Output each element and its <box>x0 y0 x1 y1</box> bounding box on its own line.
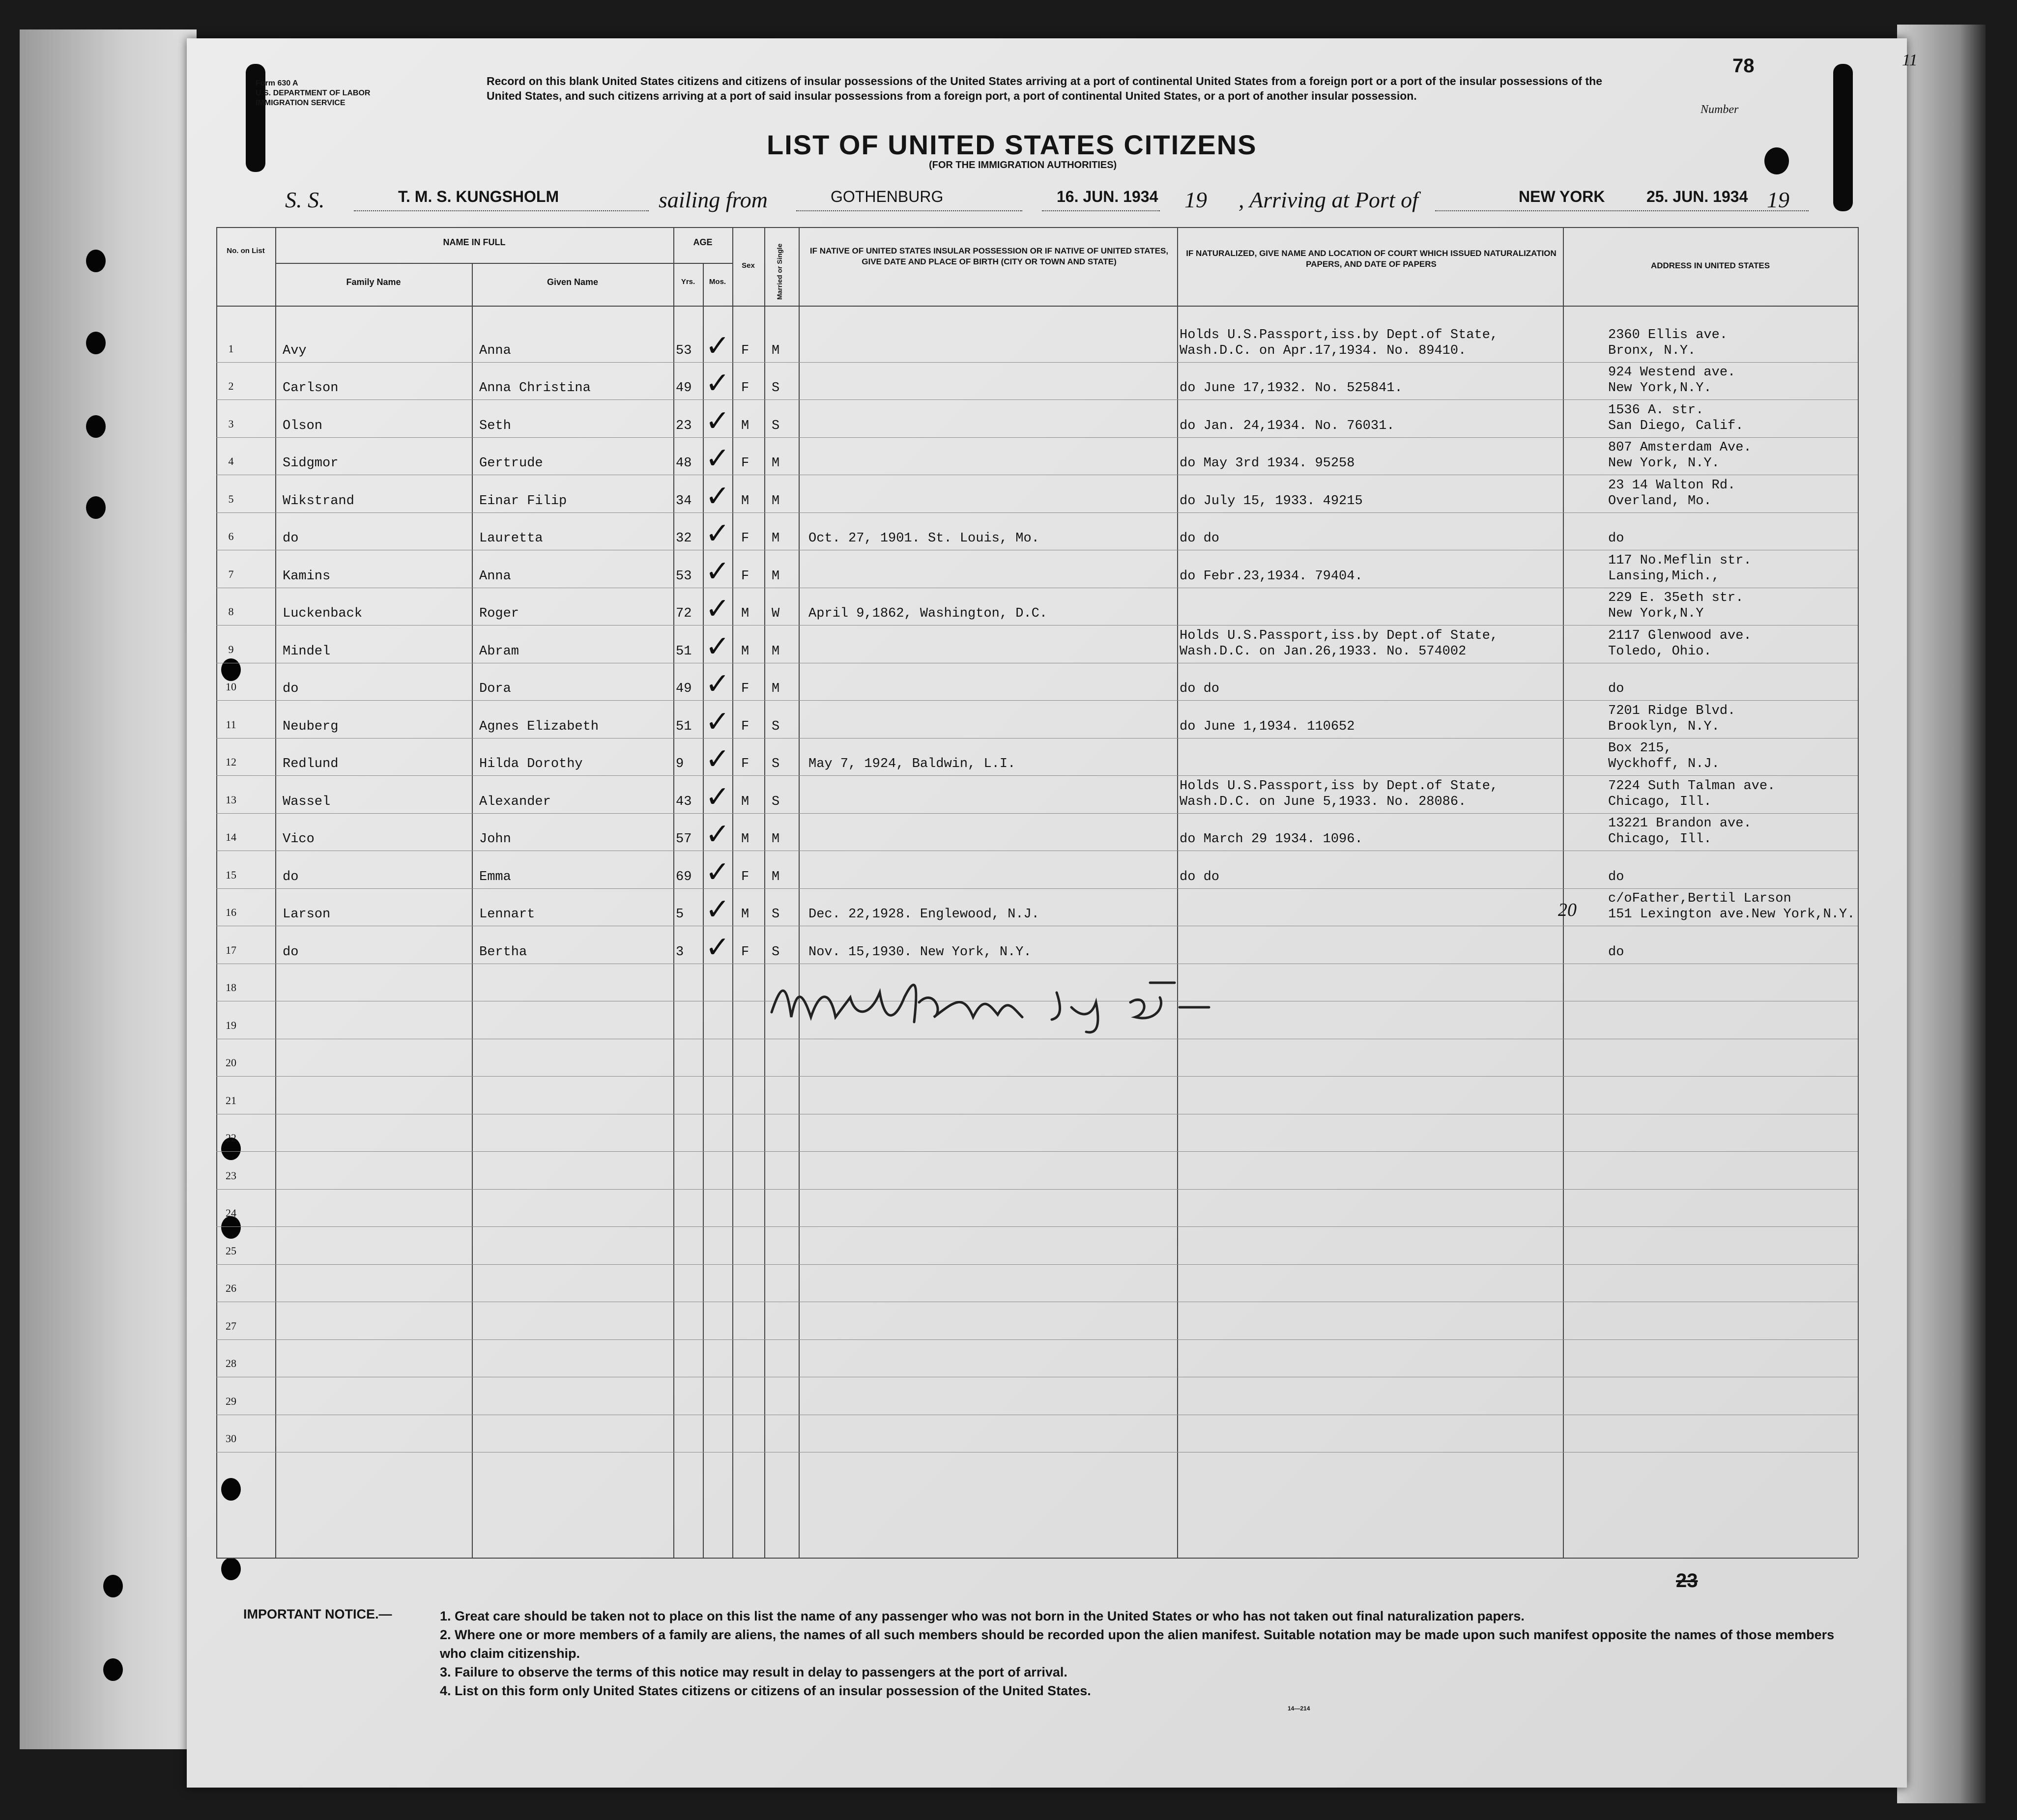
date-rule <box>1042 210 1160 211</box>
address-cell: New York, N.Y. <box>1608 456 1720 471</box>
family-name-cell: Wikstrand <box>283 493 354 509</box>
birth-cell: May 7, 1924, Baldwin, L.I. <box>808 757 1016 771</box>
sex-cell: M <box>741 418 749 433</box>
address-cell: Bronx, N.Y. <box>1608 343 1696 358</box>
address-cell: Wyckhoff, N.J. <box>1608 757 1720 771</box>
family-name-cell: Olson <box>283 418 323 433</box>
given-name-cell: Abram <box>479 644 519 659</box>
sailing-label: sailing from <box>659 187 768 212</box>
departure-rule <box>796 210 1022 211</box>
col-rule <box>275 227 276 1558</box>
form-label-line: Form 630 A <box>256 79 298 87</box>
header-given-name: Given Name <box>547 277 599 287</box>
address-cell: 7201 Ridge Blvd. <box>1608 703 1736 718</box>
family-name-cell: Vico <box>283 832 315 847</box>
naturalization-cell: Wash.D.C. on June 5,1933. No. 28086. <box>1180 794 1467 809</box>
family-name-cell: Larson <box>283 907 331 922</box>
family-name-cell: Redlund <box>283 757 339 771</box>
sex-cell: F <box>741 343 749 358</box>
address-cell: 2360 Ellis ave. <box>1608 327 1728 342</box>
row-rule <box>216 813 1858 814</box>
given-name-cell: Dora <box>479 682 511 696</box>
top-instruction: Record on this blank United States citizens and citizens of insular possessions of the United States arriving at a port of continental United States from a foreign port or a port of the insular possessions of the United States, and such citizens arriving at a port of said insular possessions from a foreign port, a port of continental United States, or a port of another insular possession. <box>487 75 1602 102</box>
naturalization-cell: do May 3rd 1934. 95258 <box>1180 456 1355 471</box>
check-mark: ✓ <box>705 328 730 363</box>
arriving-label: , Arriving at Port of <box>1239 187 1418 212</box>
notice-item: 1. Great care should be taken not to place on this list the name of any passenger who was not born in the United States or who has not taken out final naturalization papers. <box>440 1609 1525 1623</box>
row-rule <box>216 1076 1858 1077</box>
check-mark: ✓ <box>705 892 730 927</box>
row-number: 13 <box>226 793 236 806</box>
family-name-cell: do <box>283 944 299 960</box>
row-number: 15 <box>226 868 236 881</box>
birth-cell: Dec. 22,1928. Englewood, N.J. <box>808 907 1039 922</box>
address-cell: c/oFather,Bertil Larson <box>1608 891 1791 906</box>
naturalization-cell: do Febr.23,1934. 79404. <box>1180 569 1363 584</box>
address-cell: 229 E. 35eth str. <box>1608 591 1744 605</box>
age-cell: 53 <box>676 343 692 358</box>
sex-cell: M <box>741 832 749 847</box>
row-number: 16 <box>226 906 236 918</box>
row-number: 9 <box>228 643 234 655</box>
check-mark: ✓ <box>705 516 730 551</box>
punch-hole <box>86 496 106 519</box>
sex-cell: F <box>741 381 749 396</box>
row-number: 1 <box>228 342 234 355</box>
table-header-rule <box>216 306 1858 307</box>
family-name-cell: Neuberg <box>283 719 339 734</box>
table-bottom-rule <box>216 1558 1858 1559</box>
row-number: 29 <box>226 1394 236 1407</box>
row-rule <box>216 700 1858 701</box>
address-cell: Box 215, <box>1608 741 1672 756</box>
given-name-cell: Lennart <box>479 907 535 922</box>
age-cell: 3 <box>676 944 684 960</box>
check-mark: ✓ <box>705 817 730 852</box>
row-number: 11 <box>226 718 236 731</box>
given-name-cell: John <box>479 832 511 847</box>
naturalization-cell: do do <box>1180 869 1220 884</box>
marital-status-cell: S <box>772 944 780 960</box>
row-number: 5 <box>228 492 234 505</box>
age-cell: 5 <box>676 907 684 922</box>
year-label: 19 <box>1767 187 1789 212</box>
ink-blot <box>1764 147 1789 174</box>
header-mos: Mos. <box>709 278 726 286</box>
row-number: 26 <box>226 1282 236 1294</box>
naturalization-cell: Holds U.S.Passport,iss.by Dept.of State, <box>1180 327 1498 342</box>
address-cell: 7224 Suth Talman ave. <box>1608 778 1776 794</box>
sex-cell: F <box>741 719 749 734</box>
address-cell: New York,N.Y <box>1608 606 1704 621</box>
family-name-cell: do <box>283 682 299 696</box>
naturalization-cell: do June 1,1934. 110652 <box>1180 719 1355 734</box>
row-number: 24 <box>226 1207 236 1219</box>
given-name-cell: Anna <box>479 343 511 358</box>
header-yrs: Yrs. <box>681 278 695 286</box>
header-birth: IF NATIVE OF UNITED STATES INSULAR POSSESSION OR IF NATIVE OF UNITED STATES, GIVE DATE AND PLACE OF BIRTH (CITY OR TOWN AND STATE) <box>809 246 1169 266</box>
row-number: 7 <box>228 568 234 580</box>
notice-item: 2. Where one or more members of a family are aliens, the names of all such members should be recorded upon the alien manifest. Suitable notation may be made upon such manifest opposite the names of those members who claim citizenship. <box>440 1627 1835 1661</box>
ss-label: S. S. <box>285 187 325 212</box>
address-cell: 117 No.Meflin str. <box>1608 553 1752 568</box>
marital-status-cell: S <box>772 418 780 433</box>
binder-mark <box>1833 64 1853 211</box>
birth-cell: Nov. 15,1930. New York, N.Y. <box>808 944 1032 960</box>
name-header-rule <box>275 263 673 264</box>
family-name-cell: Luckenback <box>283 606 363 621</box>
notice-item: 4. List on this form only United States citizens or citizens of an insular possession of the United States. <box>440 1683 1091 1698</box>
col-rule <box>1563 227 1564 1558</box>
given-name-cell: Anna Christina <box>479 381 591 396</box>
row-number: 4 <box>228 455 234 467</box>
check-mark: ✓ <box>705 930 730 965</box>
row-rule <box>216 1264 1858 1265</box>
age-cell: 34 <box>676 493 692 509</box>
address-cell: 924 Westend ave. <box>1608 365 1736 380</box>
marital-status-cell: M <box>772 832 780 847</box>
address-cell: 23 14 Walton Rd. <box>1608 478 1736 493</box>
age-cell: 32 <box>676 531 692 546</box>
departure-date: 16. JUN. 1934 <box>1057 188 1158 205</box>
address-cell: San Diego, Calif. <box>1608 418 1744 433</box>
row-rule <box>216 738 1858 739</box>
check-mark: ✓ <box>705 742 730 776</box>
given-name-cell: Hilda Dorothy <box>479 757 583 771</box>
check-mark: ✓ <box>705 592 730 626</box>
sex-cell: F <box>741 531 749 546</box>
marital-status-cell: M <box>772 644 780 659</box>
age-cell: 49 <box>676 381 692 396</box>
naturalization-cell: do March 29 1934. 1096. <box>1180 832 1363 847</box>
naturalization-cell: do do <box>1180 682 1220 696</box>
table-top-rule <box>216 227 1858 228</box>
header-naturalized: IF NATURALIZED, GIVE NAME AND LOCATION OF COURT WHICH ISSUED NATURALIZATION PAPERS, AND DATE OF PAPERS <box>1186 249 1556 269</box>
address-cell: do <box>1608 869 1624 884</box>
row-number: 3 <box>228 417 234 430</box>
family-name-cell: Kamins <box>283 569 331 584</box>
page-number: 78 <box>1732 55 1755 77</box>
row-number: 21 <box>226 1094 236 1107</box>
sex-cell: M <box>741 907 749 922</box>
col-rule <box>472 263 473 1558</box>
number-label: Number <box>1700 103 1739 116</box>
margin-note: 20 <box>1558 900 1577 920</box>
naturalization-cell: Wash.D.C. on Jan.26,1933. No. 574002 <box>1180 644 1467 659</box>
row-number: 19 <box>226 1019 236 1031</box>
given-name-cell: Alexander <box>479 794 551 809</box>
sex-cell: M <box>741 606 749 621</box>
marital-status-cell: M <box>772 456 780 471</box>
col-rule <box>799 227 800 1558</box>
header-name-in-full: NAME IN FULL <box>443 237 506 247</box>
address-cell: 1536 A. str. <box>1608 402 1704 418</box>
check-mark: ✓ <box>705 854 730 889</box>
marital-status-cell: M <box>772 869 780 884</box>
row-rule <box>216 775 1858 776</box>
notice-item: 3. Failure to observe the terms of this notice may result in delay to passengers at the port of arrival. <box>440 1665 1067 1679</box>
age-cell: 48 <box>676 456 692 471</box>
row-rule <box>216 1151 1858 1152</box>
row-number: 17 <box>226 943 236 956</box>
marital-status-cell: S <box>772 794 780 809</box>
col-rule <box>764 227 765 1558</box>
row-number: 22 <box>226 1132 236 1144</box>
address-cell: 2117 Glenwood ave. <box>1608 628 1752 643</box>
marital-status-cell: S <box>772 757 780 771</box>
row-rule <box>216 888 1858 889</box>
sex-cell: M <box>741 493 749 509</box>
given-name-cell: Gertrude <box>479 456 543 471</box>
row-number: 27 <box>226 1319 236 1332</box>
handwritten-signature <box>757 973 1258 1037</box>
marital-status-cell: S <box>772 381 780 396</box>
check-mark: ✓ <box>705 441 730 476</box>
age-cell: 49 <box>676 682 692 696</box>
address-cell: 807 Amsterdam Ave. <box>1608 440 1752 455</box>
naturalization-cell: Wash.D.C. on Apr.17,1934. No. 89410. <box>1180 343 1467 358</box>
sex-cell: F <box>741 682 749 696</box>
given-name-cell: Lauretta <box>479 531 543 546</box>
row-number: 10 <box>226 681 236 693</box>
family-name-cell: Avy <box>283 343 307 358</box>
sex-cell: F <box>741 569 749 584</box>
punch-hole <box>103 1575 123 1597</box>
row-number: 20 <box>226 1056 236 1069</box>
address-cell: Chicago, Ill. <box>1608 794 1712 809</box>
row-number: 12 <box>226 756 236 768</box>
age-cell: 43 <box>676 794 692 809</box>
given-name-cell: Einar Filip <box>479 493 567 509</box>
naturalization-cell: do Jan. 24,1934. No. 76031. <box>1180 418 1395 433</box>
sex-cell: M <box>741 644 749 659</box>
arrival-date: 25. JUN. 1934 <box>1646 188 1748 205</box>
age-cell: 72 <box>676 606 692 621</box>
document-subtitle: (FOR THE IMMIGRATION AUTHORITIES) <box>929 160 1117 171</box>
address-cell: Overland, Mo. <box>1608 493 1712 509</box>
age-cell: 57 <box>676 832 692 847</box>
sex-cell: F <box>741 757 749 771</box>
form-label-line: IMMIGRATION SERVICE <box>256 99 346 107</box>
check-mark: ✓ <box>705 629 730 664</box>
ship-name: T. M. S. KUNGSHOLM <box>398 188 559 205</box>
row-rule <box>216 625 1858 626</box>
footer-code: 14—214 <box>1288 1705 1310 1712</box>
birth-cell: April 9,1862, Washington, D.C. <box>808 606 1048 621</box>
header-family-name: Family Name <box>346 277 401 287</box>
arrival-port: NEW YORK <box>1519 188 1605 205</box>
document-title: LIST OF UNITED STATES CITIZENS <box>767 129 1257 160</box>
notice-heading: IMPORTANT NOTICE.— <box>243 1607 392 1621</box>
paper-right-edge <box>1897 25 1986 1803</box>
punch-hole <box>103 1658 123 1681</box>
marital-status-cell: M <box>772 569 780 584</box>
naturalization-cell: do do <box>1180 531 1220 546</box>
row-rule <box>216 512 1858 513</box>
address-cell: Chicago, Ill. <box>1608 832 1712 847</box>
punch-hole <box>221 1478 241 1501</box>
naturalization-cell: Holds U.S.Passport,iss.by Dept.of State, <box>1180 628 1498 643</box>
check-mark: ✓ <box>705 554 730 589</box>
sex-cell: F <box>741 869 749 884</box>
address-cell: 151 Lexington ave.New York,N.Y. <box>1608 907 1855 922</box>
year-label: 19 <box>1184 187 1207 212</box>
address-cell: Lansing,Mich., <box>1608 569 1720 584</box>
age-cell: 9 <box>676 757 684 771</box>
marital-status-cell: S <box>772 907 780 922</box>
row-number: 30 <box>226 1432 236 1445</box>
sex-cell: M <box>741 794 749 809</box>
col-rule <box>1858 227 1859 1558</box>
address-cell: do <box>1608 531 1624 546</box>
row-rule <box>216 1226 1858 1227</box>
row-rule <box>216 1189 1858 1190</box>
address-cell: 13221 Brandon ave. <box>1608 816 1752 831</box>
row-number: 8 <box>228 605 234 618</box>
row-rule <box>216 362 1858 363</box>
punch-hole <box>86 415 106 438</box>
header-sex: Sex <box>742 261 755 270</box>
check-mark: ✓ <box>705 366 730 400</box>
header-married-single: Married or Single <box>776 243 783 300</box>
row-number: 18 <box>226 981 236 994</box>
row-number: 25 <box>226 1244 236 1257</box>
row-number: 2 <box>228 380 234 392</box>
address-cell: do <box>1608 944 1624 960</box>
row-number: 14 <box>226 831 236 843</box>
given-name-cell: Agnes Elizabeth <box>479 719 599 734</box>
col-rule <box>732 227 733 1558</box>
age-cell: 51 <box>676 644 692 659</box>
row-number: 28 <box>226 1357 236 1369</box>
sex-cell: F <box>741 456 749 471</box>
row-rule <box>216 1339 1858 1340</box>
check-mark: ✓ <box>705 667 730 701</box>
sheet-tag: 11 <box>1902 51 1918 69</box>
check-mark: ✓ <box>705 704 730 739</box>
form-label-line: U.S. DEPARTMENT OF LABOR <box>256 89 371 97</box>
form-identifier <box>256 79 370 108</box>
given-name-cell: Anna <box>479 569 511 584</box>
col-rule <box>703 263 704 1558</box>
punch-hole <box>221 658 241 681</box>
address-cell: do <box>1608 682 1624 696</box>
given-name-cell: Bertha <box>479 944 527 960</box>
header-age: AGE <box>693 237 713 247</box>
row-number: 23 <box>226 1169 236 1182</box>
col-rule <box>673 227 674 1558</box>
marital-status-cell: M <box>772 531 780 546</box>
header-no-on-list: No. on List <box>227 247 265 255</box>
check-mark: ✓ <box>705 779 730 814</box>
check-mark: ✓ <box>705 479 730 513</box>
col-rule <box>1177 227 1178 1558</box>
departure-port: GOTHENBURG <box>831 188 944 205</box>
punch-hole <box>86 250 106 272</box>
birth-cell: Oct. 27, 1901. St. Louis, Mo. <box>808 531 1039 546</box>
family-name-cell: Sidgmor <box>283 456 339 471</box>
marital-status-cell: M <box>772 493 780 509</box>
family-name-cell: do <box>283 531 299 546</box>
row-rule <box>216 437 1858 438</box>
naturalization-cell: Holds U.S.Passport,iss by Dept.of State, <box>1180 778 1498 794</box>
row-number: 6 <box>228 530 234 542</box>
given-name-cell: Seth <box>479 418 511 433</box>
family-name-cell: Mindel <box>283 644 331 659</box>
punch-hole <box>86 332 106 354</box>
address-cell: Brooklyn, N.Y. <box>1608 719 1720 734</box>
age-cell: 69 <box>676 869 692 884</box>
family-name-cell: Carlson <box>283 381 339 396</box>
given-name-cell: Emma <box>479 869 511 884</box>
naturalization-cell: do July 15, 1933. 49215 <box>1180 493 1363 509</box>
marital-status-cell: M <box>772 682 780 696</box>
marital-status-cell: W <box>772 606 780 621</box>
punch-hole <box>221 1558 241 1580</box>
address-cell: Toledo, Ohio. <box>1608 644 1712 659</box>
age-cell: 23 <box>676 418 692 433</box>
check-mark: ✓ <box>705 403 730 438</box>
age-cell: 51 <box>676 719 692 734</box>
header-address: ADDRESS IN UNITED STATES <box>1650 261 1770 270</box>
arrival-rule <box>1435 210 1809 211</box>
ship-line-rule <box>354 210 649 211</box>
naturalization-cell: do June 17,1932. No. 525841. <box>1180 381 1403 396</box>
row-rule <box>216 399 1858 400</box>
marital-status-cell: M <box>772 343 780 358</box>
given-name-cell: Roger <box>479 606 519 621</box>
age-cell: 53 <box>676 569 692 584</box>
paper-left-edge <box>20 29 197 1749</box>
stamp-number: 23 <box>1676 1570 1698 1592</box>
marital-status-cell: S <box>772 719 780 734</box>
sex-cell: F <box>741 944 749 960</box>
address-cell: New York,N.Y. <box>1608 381 1712 396</box>
family-name-cell: Wassel <box>283 794 331 809</box>
family-name-cell: do <box>283 869 299 884</box>
